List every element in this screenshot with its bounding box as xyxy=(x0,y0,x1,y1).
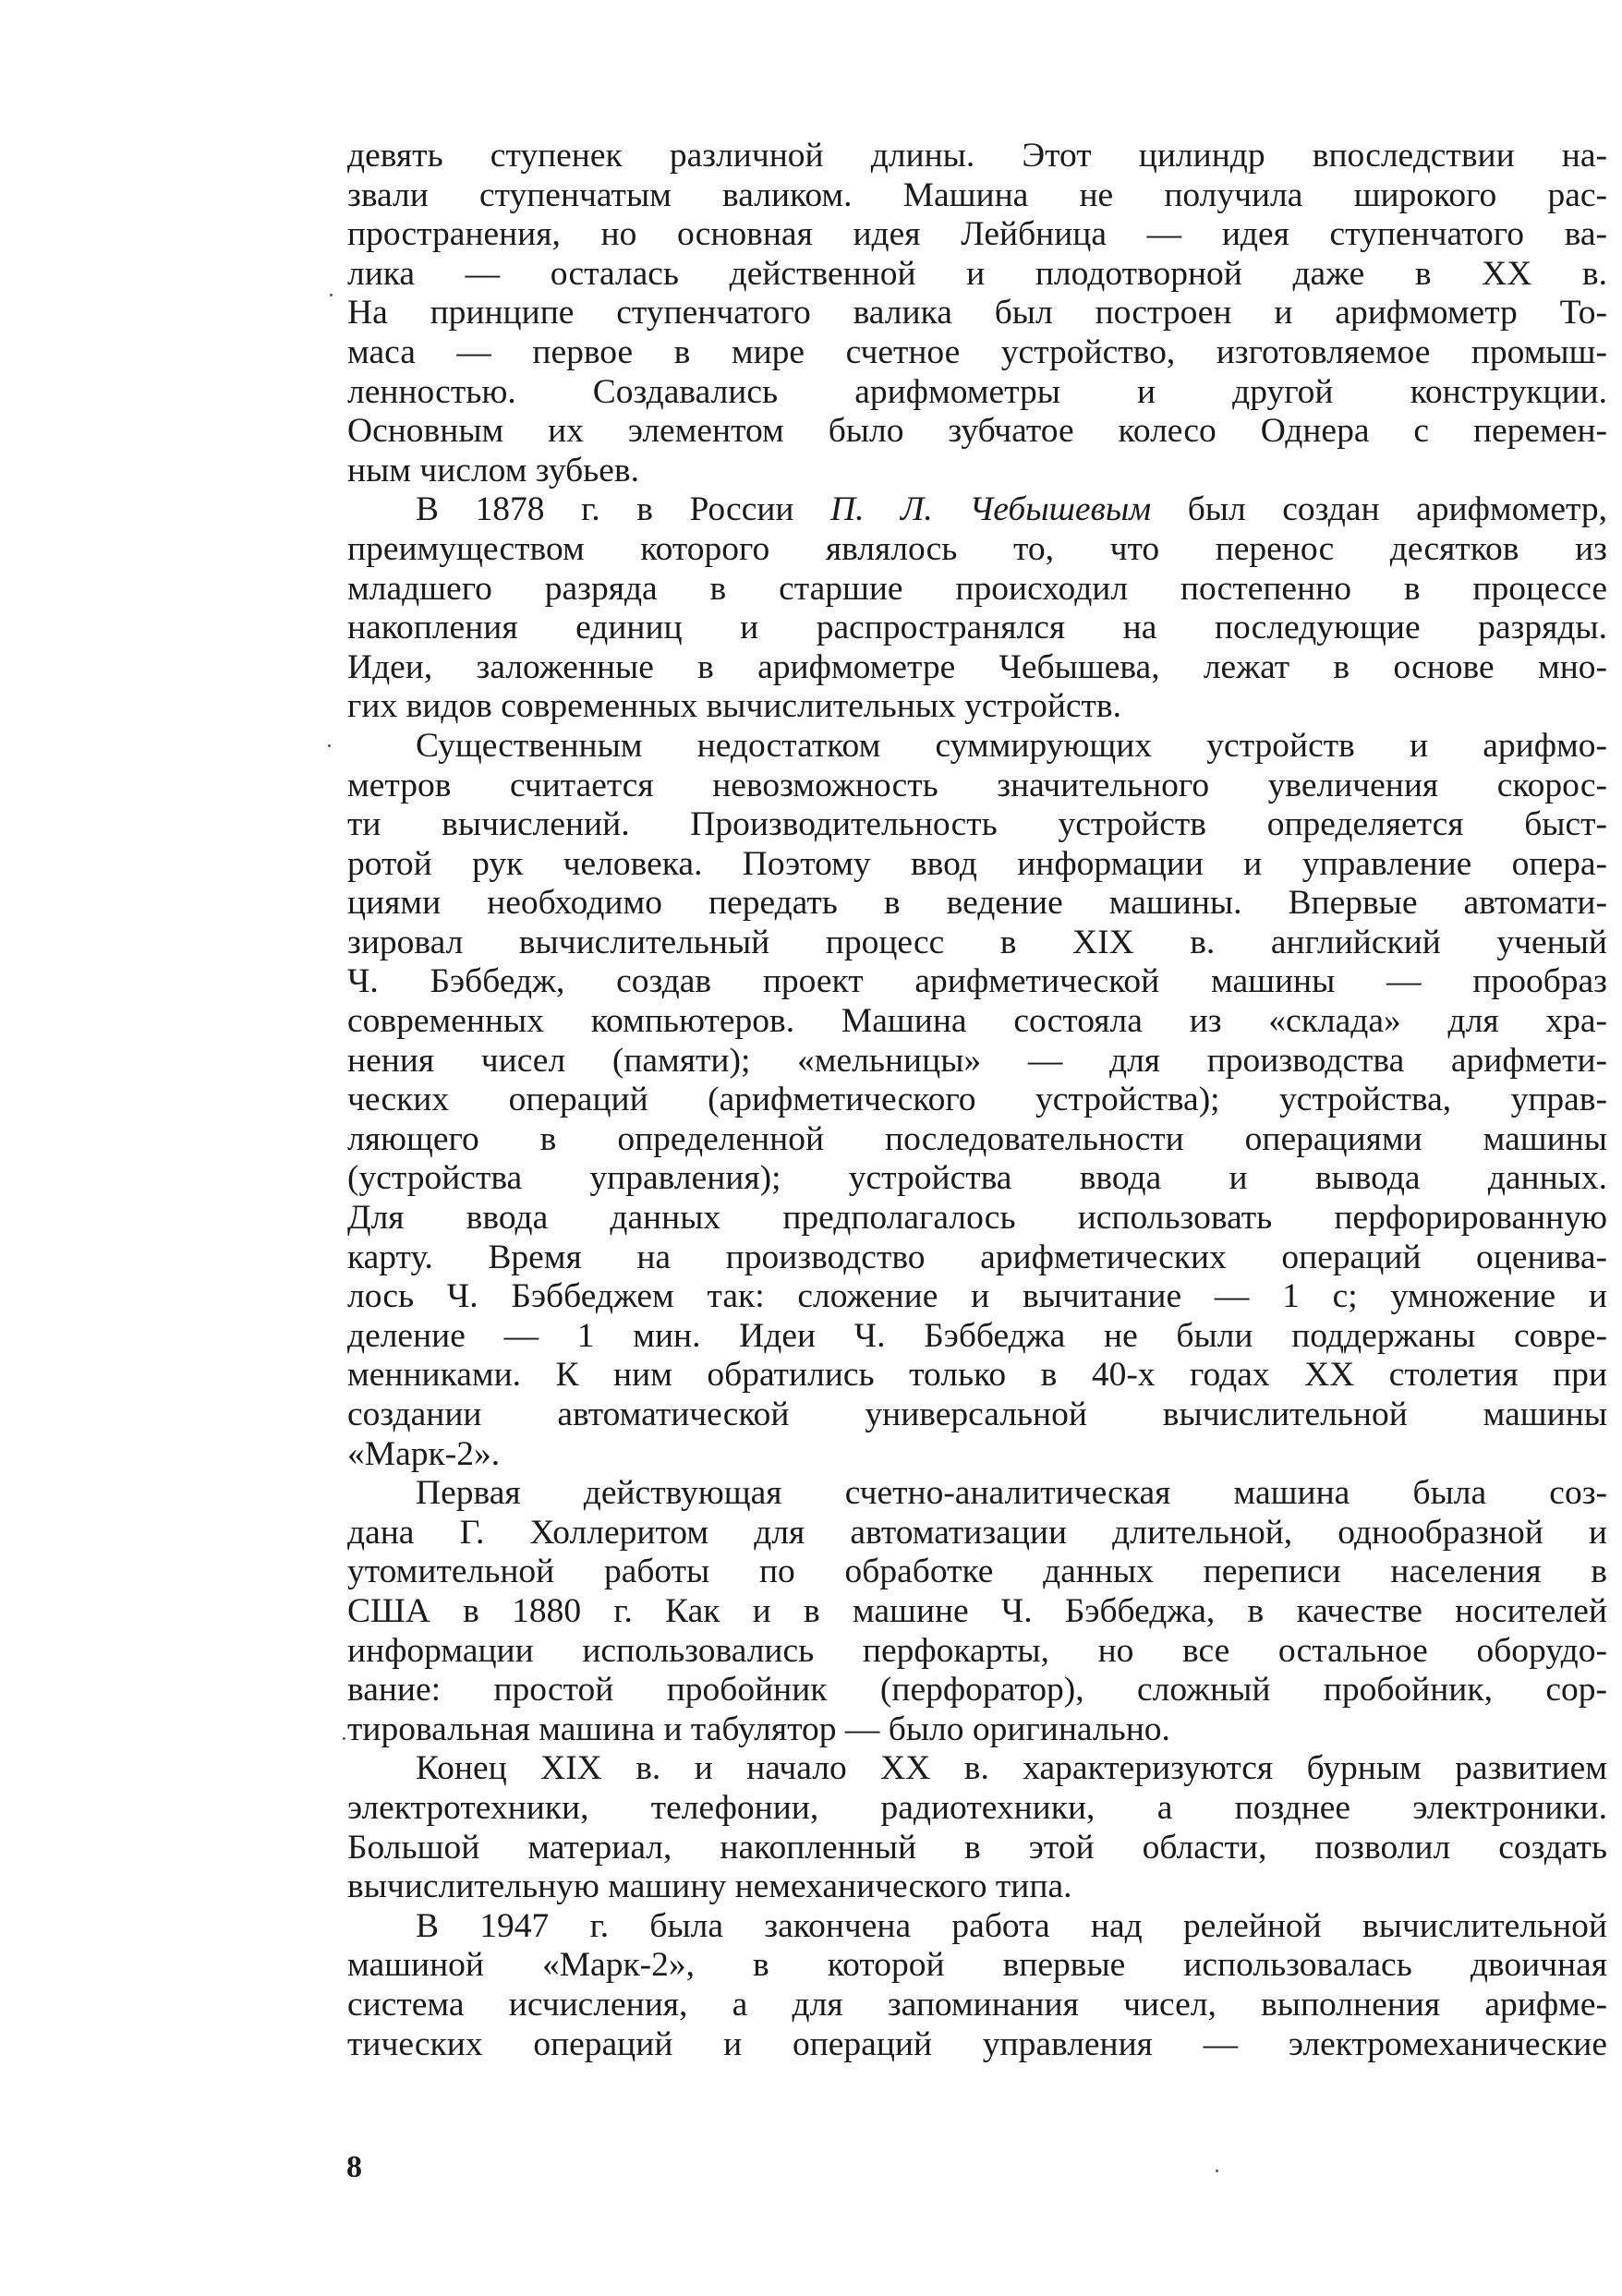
text-line: система исчисления, а для запоминания чисел, выполнения арифме- xyxy=(347,1985,1607,2024)
text-line: США в 1880 г. Как и в машине Ч. Бэббеджа, в качестве носителей xyxy=(347,1591,1607,1630)
text-line: машиной «Марк-2», в которой впервые использовалась двоичная xyxy=(347,1946,1607,1985)
text-line: Существенным недостатком суммирующих устройств и арифмо- xyxy=(416,726,1607,765)
scan-speck xyxy=(1216,2169,1218,2172)
scan-speck xyxy=(330,294,333,296)
text-line: ти вычислений. Производительность устройств определяется быст- xyxy=(347,805,1607,844)
text-line: Первая действующая счетно-аналитическая машина была соз- xyxy=(416,1474,1607,1513)
text-line: электротехники, телефонии, радиотехники, а позднее электроники. xyxy=(347,1788,1607,1827)
text-run: был создан арифмометр, xyxy=(1151,490,1608,529)
paragraph-3 xyxy=(347,727,1607,1474)
text-line: информации использовались перфокарты, но все остальное оборудо- xyxy=(347,1631,1607,1670)
text-line: зировал вычислительный процесс в XIX в. английский ученый xyxy=(347,923,1607,961)
text-line: накопления единиц и распространялся на последующие разряды. xyxy=(347,609,1607,647)
paragraph-2 xyxy=(347,490,1607,727)
scan-speck xyxy=(343,1737,345,1740)
text-line: младшего разряда в старшие происходил постепенно в процессе xyxy=(347,569,1607,608)
text-line: Ч. Бэббедж, создав проект арифметической машины — прообраз xyxy=(347,962,1607,1001)
text-line: деление — 1 мин. Идеи Ч. Бэббеджа не были поддержаны совре- xyxy=(347,1316,1607,1355)
text-line: вание: простой пробойник (перфоратор), сложный пробойник, сор- xyxy=(347,1671,1607,1710)
text-line: ляющего в определенной последовательности операциями машины xyxy=(347,1119,1607,1158)
text-line: Большой материал, накопленный в этой области, позволил создать xyxy=(347,1828,1607,1867)
text-line: На принципе ступенчатого валика был построен и арифмометр То- xyxy=(347,294,1607,332)
paragraph-6 xyxy=(347,1907,1607,2064)
text-line: тических операций и операций управления — электромеханические xyxy=(347,2024,1607,2063)
text-line: нения чисел (памяти); «мельницы» — для производства арифмети- xyxy=(347,1041,1607,1080)
text-line: Основным их элементом было зубчатое колесо Однера с перемен- xyxy=(347,412,1607,451)
text-line: современных компьютеров. Машина состояла из «склада» для хра- xyxy=(347,1002,1607,1041)
text-line: тировальная машина и табулятор — было оригинально. xyxy=(347,1710,1170,1748)
text-line: пространения, но основная идея Лейбница — идея ступенчатого ва- xyxy=(347,215,1607,254)
text-line: ленностью. Создавались арифмометры и другой конструкции. xyxy=(347,372,1607,411)
text-line: (устройства управления); устройства ввода и вывода данных. xyxy=(347,1159,1607,1198)
text-line: Для ввода данных предполагалось использовать перфорированную xyxy=(347,1199,1607,1238)
text-line: дана Г. Холлеритом для автоматизации длительной, однообразной и xyxy=(347,1513,1607,1552)
text-line: утомительной работы по обработке данных переписи населения в xyxy=(347,1553,1607,1591)
text-line: карту. Время на производство арифметических операций оценива- xyxy=(347,1238,1607,1276)
text-line: маса — первое в мире счетное устройство, изготовляемое промыш- xyxy=(347,332,1607,371)
text-line: ным числом зубьев. xyxy=(347,451,639,489)
text-line: «Марк-2». xyxy=(347,1434,501,1473)
person-name: П. Л. Чебышевым xyxy=(830,490,1152,529)
paragraph-1 xyxy=(347,137,1607,490)
text-line: метров считается невозможность значительного увеличения скорос- xyxy=(347,766,1607,804)
text-line xyxy=(347,490,1607,530)
paragraph-5 xyxy=(347,1749,1607,1906)
text-line: лика — осталась действенной и плодотворной даже в XX в. xyxy=(347,254,1607,293)
text-line: гих видов современных вычислительных устройств. xyxy=(347,687,1122,726)
text-line: Конец XIX в. и начало XX в. характеризуются бурным развитием xyxy=(416,1749,1607,1788)
text-line: преимуществом которого являлось то, что перенос десятков из xyxy=(347,529,1607,568)
text-run: В 1878 г. в России xyxy=(416,490,831,529)
page-body xyxy=(347,137,1607,2064)
text-line: девять ступенек различной длины. Этот цилиндр впоследствии на- xyxy=(347,137,1607,175)
page-number: 8 xyxy=(346,2150,362,2184)
text-line: ческих операций (арифметического устройства); устройства, управ- xyxy=(347,1081,1607,1119)
text-line: менниками. К ним обратились только в 40-х годах XX столетия при xyxy=(347,1356,1607,1395)
scan-speck xyxy=(328,744,331,747)
text-line: Идеи, заложенные в арифмометре Чебышева, лежат в основе мно- xyxy=(347,647,1607,686)
text-line: вычислительную машину немеханического типа. xyxy=(347,1867,1072,1906)
text-line: В 1947 г. была закончена работа над релейной вычислительной xyxy=(416,1906,1607,1945)
text-line: ротой рук человека. Поэтому ввод информации и управление опера- xyxy=(347,844,1607,883)
text-line: звали ступенчатым валиком. Машина не получила широкого рас- xyxy=(347,175,1607,214)
text-line: циями необходимо передать в ведение машины. Впервые автомати- xyxy=(347,884,1607,923)
text-line: лось Ч. Бэббеджем так: сложение и вычитание — 1 с; умножение и xyxy=(347,1277,1607,1316)
text-line: создании автоматической универсальной вычислительной машины xyxy=(347,1396,1607,1433)
paragraph-4 xyxy=(347,1474,1607,1749)
